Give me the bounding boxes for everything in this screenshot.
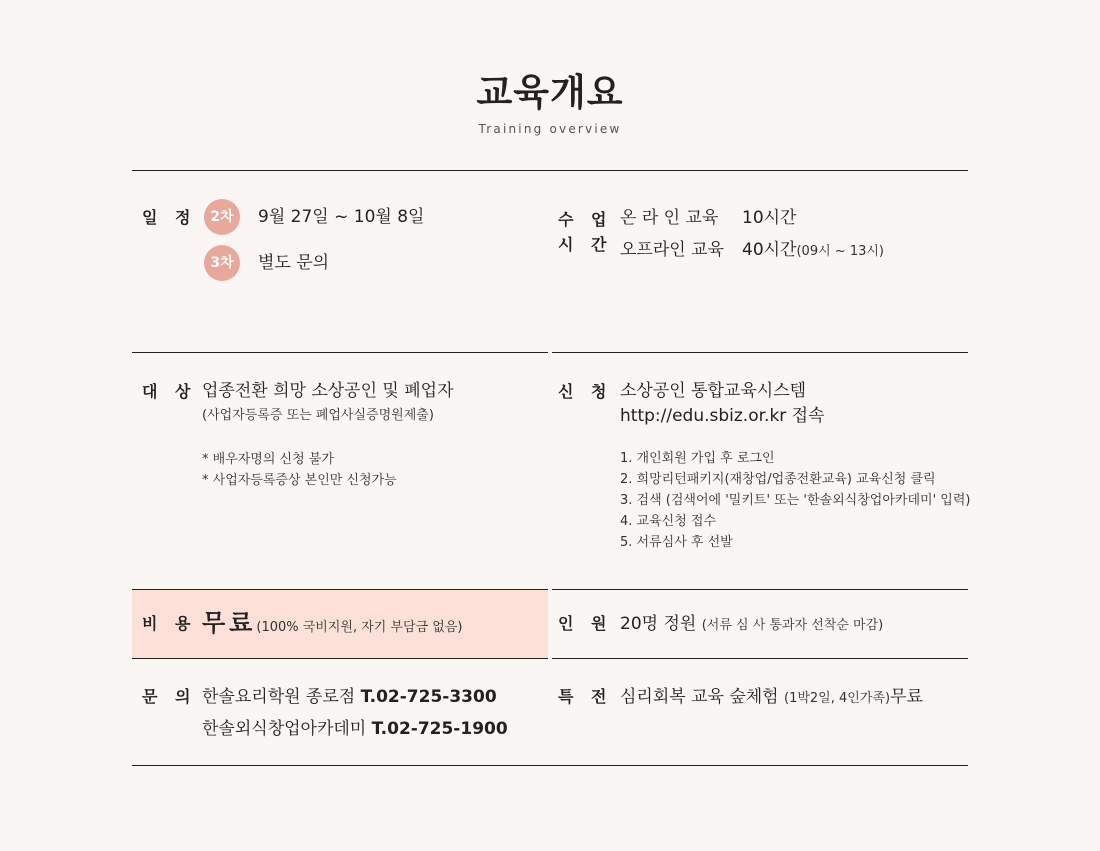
people-capacity: 20명 정원 (620, 614, 697, 634)
divider-row2-right (552, 589, 968, 590)
benefit-value (620, 685, 923, 711)
round-badge-3: 3차 (204, 245, 240, 281)
apply-step-2: 2. 희망리턴패키지(재창업/업종전환교육) 교육신청 클릭 (620, 472, 936, 487)
cost-note: (100% 국비지원, 자기 부담금 없음) (256, 620, 463, 635)
divider-row3-left (132, 658, 548, 659)
offline-hours-value: 40시간 (742, 240, 797, 260)
benefit-main: 심리회복 교육 숲체험 (620, 687, 779, 707)
cost-label: 비 용 (142, 614, 197, 633)
offline-course-hours (742, 238, 884, 264)
contact-name-2: 한솔외식창업아카데미 (202, 719, 367, 739)
target-main: 업종전환 희망 소상공인 및 폐업자 (202, 381, 454, 401)
online-course-name: 온 라 인 교육 (620, 208, 719, 228)
schedule-label: 일 정 (142, 208, 197, 227)
benefit-label: 특 전 (558, 687, 613, 706)
people-label: 인 원 (558, 614, 613, 633)
page-title: 교육개요 (476, 71, 624, 114)
apply-step-1: 1. 개인회원 가입 후 로그인 (620, 451, 775, 466)
cost-value (202, 608, 462, 643)
divider-row3-right (552, 658, 968, 659)
page-header (0, 62, 1100, 136)
divider-bottom (132, 765, 968, 766)
target-sub-text: (사업자등록증 또는 폐업사실증명원제출) (202, 408, 434, 423)
contact-row-1 (202, 685, 497, 709)
contact-label: 문 의 (142, 687, 197, 706)
round-badge-2: 2차 (204, 199, 240, 235)
offline-hours-note: (09시 ~ 13시) (796, 244, 884, 259)
people-note: (서류 심 사 통과자 선착순 마감) (701, 618, 884, 633)
round-2-date: 9월 27일 ~ 10월 8일 (258, 207, 425, 227)
people-value (620, 612, 883, 638)
contact-tel-2[interactable]: T.02-725-1900 (371, 719, 508, 739)
online-course-hours: 10시간 (742, 208, 797, 228)
apply-url[interactable]: http://edu.sbiz.or.kr 접속 (620, 406, 825, 426)
apply-label: 신 청 (558, 382, 613, 401)
target-note-2: * 사업자등록증상 본인만 신청가능 (202, 473, 397, 488)
class-time-label-1: 수 업 (558, 210, 613, 229)
benefit-note: (1박2일, 4인가족) (784, 691, 891, 706)
apply-step-5: 5. 서류심사 후 선발 (620, 535, 733, 550)
round-3-date: 별도 문의 (258, 253, 330, 273)
benefit-suffix: 무료 (890, 687, 923, 707)
apply-step-4: 4. 교육신청 접수 (620, 514, 717, 529)
offline-course-name: 오프라인 교육 (620, 240, 724, 260)
target-sub (202, 405, 434, 426)
divider-row1-right (552, 352, 968, 353)
divider-row1-left (132, 352, 548, 353)
apply-system: 소상공인 통합교육시스템 (620, 381, 807, 401)
contact-name-1: 한솔요리학원 종로점 (202, 687, 356, 707)
apply-steps (620, 448, 970, 553)
target-note-1: * 배우자명의 신청 불가 (202, 452, 334, 467)
target-notes (202, 449, 397, 491)
target-label: 대 상 (142, 382, 197, 401)
apply-step-3: 3. 검색 (검색어에 '밀키트' 또는 '한솔외식창업아카데미' 입력) (620, 493, 971, 508)
cost-free: 무료 (202, 609, 257, 637)
contact-row-2 (202, 717, 508, 741)
class-time-label-2: 시 간 (558, 235, 613, 254)
divider-top (132, 170, 968, 171)
page-subtitle: Training overview (478, 122, 622, 136)
contact-tel-1[interactable]: T.02-725-3300 (360, 687, 497, 707)
